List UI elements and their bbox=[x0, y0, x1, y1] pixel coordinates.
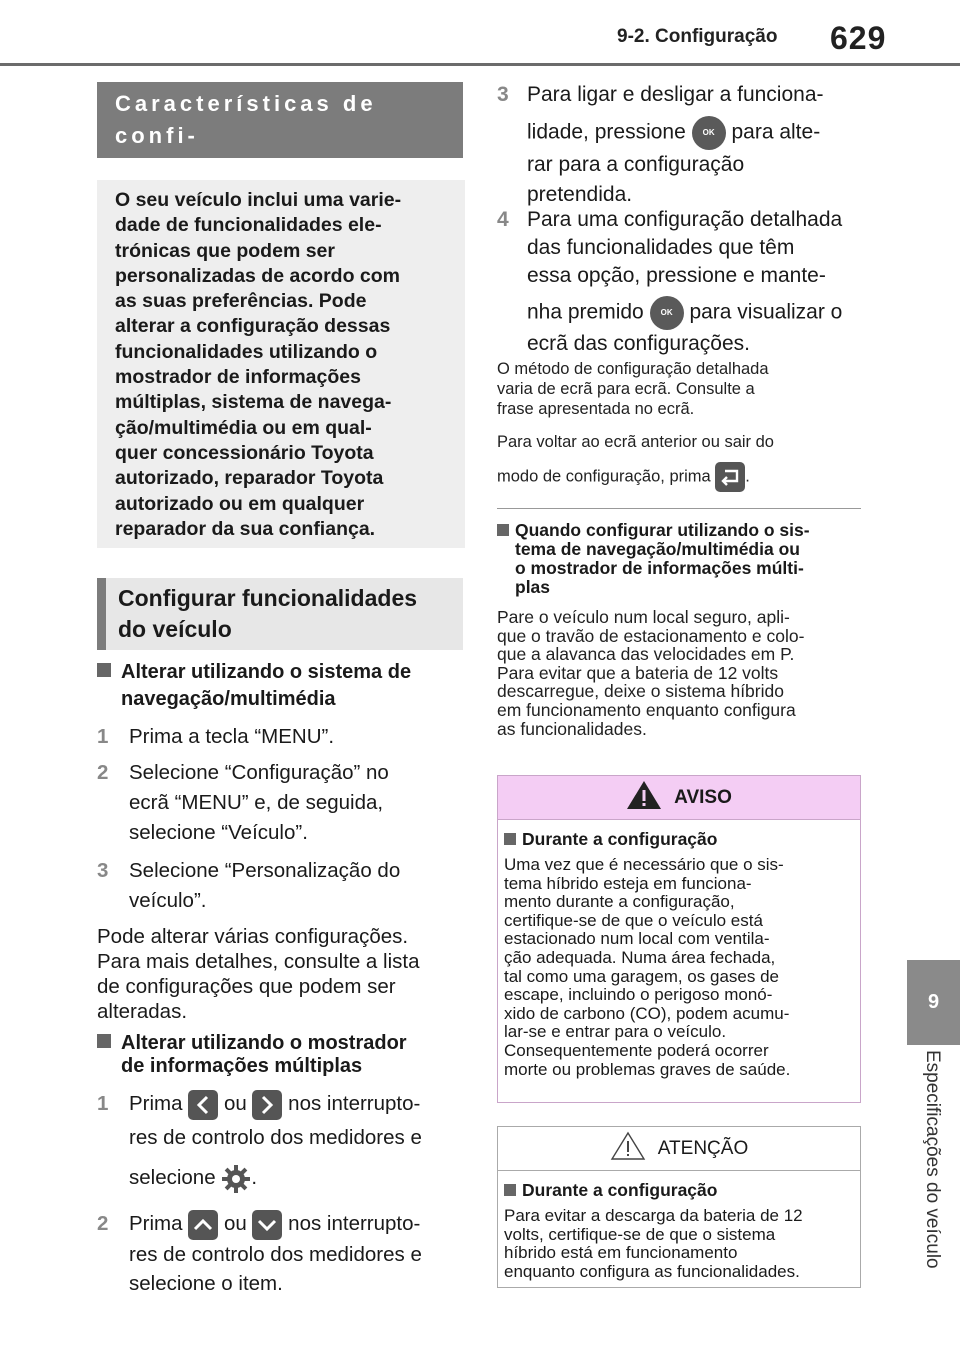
intro-line: as suas preferências. Pode bbox=[115, 290, 367, 313]
nav-note bbox=[97, 924, 467, 1024]
when-body bbox=[497, 608, 867, 738]
ok-label: OK bbox=[702, 128, 715, 137]
step-text: essa opção, pressione e mante- bbox=[527, 264, 826, 287]
step-text: Prima bbox=[129, 1212, 183, 1235]
when-subheading-line: tema de navegação/multimédia ou bbox=[515, 539, 800, 559]
body-line: Pare o veículo num local seguro, apli- bbox=[497, 607, 790, 627]
warning-subheading: Durante a configuração bbox=[522, 829, 718, 849]
step-text: ecrã das configurações. bbox=[527, 332, 750, 355]
back-note bbox=[497, 432, 867, 492]
step-text: selecione bbox=[129, 1166, 216, 1189]
step-text: res de controlo dos medidores e bbox=[129, 1126, 422, 1149]
step-text: nha premido bbox=[527, 300, 644, 324]
note-line: varia de ecrã para ecrã. Consulte a bbox=[497, 380, 755, 398]
config-heading-text: Configurar funcionalidades do veículo bbox=[118, 585, 418, 642]
body-line: enquanto configura as funcionalidades. bbox=[504, 1261, 800, 1281]
nav-subheading-line: Alterar utilizando o sistema de bbox=[121, 661, 412, 683]
header-rule bbox=[0, 63, 960, 66]
step-text: Selecione “Configuração” no bbox=[129, 761, 389, 784]
warning-triangle-icon bbox=[626, 780, 662, 816]
features-heading bbox=[97, 82, 463, 180]
chevron-down-icon bbox=[252, 1210, 282, 1240]
step-text: para visualizar o bbox=[689, 300, 843, 324]
square-bullet-icon bbox=[97, 1034, 111, 1048]
step-text: das funcionalidades que têm bbox=[527, 236, 795, 259]
step-number: 1 bbox=[97, 725, 109, 748]
when-subheading bbox=[497, 521, 810, 597]
note-line: frase apresentada no ecrã. bbox=[497, 400, 695, 418]
intro-line: personalizadas de acordo com bbox=[115, 264, 401, 287]
body-line: que o travão de estacionamento e colo- bbox=[497, 625, 805, 646]
step-text: Para uma configuração detalhada bbox=[527, 208, 843, 231]
chevron-right-icon bbox=[252, 1090, 282, 1120]
section-divider bbox=[497, 508, 861, 509]
step-text: veículo”. bbox=[129, 889, 207, 912]
caution-title: ATENÇÃO bbox=[657, 1137, 749, 1159]
when-subheading-line: o mostrador de informações múlti- bbox=[515, 558, 804, 578]
mid-subheading-line: Alterar utilizando o mostrador bbox=[121, 1032, 407, 1054]
step-text: res de controlo dos medidores e bbox=[129, 1242, 422, 1266]
step-text: nos interrupto- bbox=[288, 1092, 421, 1115]
step-text: Para ligar e desligar a funciona- bbox=[527, 83, 824, 106]
step-3 bbox=[497, 80, 824, 210]
note-line: de configurações que podem ser bbox=[97, 975, 396, 998]
intro-line: ção/multimédia ou em qual- bbox=[115, 416, 372, 439]
ok-label: OK bbox=[660, 308, 673, 317]
note-line: . bbox=[745, 467, 750, 486]
warning-body bbox=[498, 850, 860, 1079]
step-text: selecione o item. bbox=[129, 1271, 283, 1295]
body-line: híbrido está em funcionamento bbox=[504, 1243, 738, 1263]
step-text: rar para a configuração bbox=[527, 153, 745, 176]
body-line: estacionado num local com ventila- bbox=[504, 929, 770, 949]
step-number: 1 bbox=[97, 1092, 109, 1115]
note-line: Pode alterar várias configurações. bbox=[97, 925, 409, 948]
step-number: 2 bbox=[97, 1212, 109, 1235]
chapter-number: 9 bbox=[927, 991, 940, 1013]
ok-button-icon bbox=[692, 116, 726, 150]
body-line: Para evitar a descarga da bateria de 12 bbox=[504, 1206, 803, 1225]
intro-line: quer concessionário Toyota bbox=[115, 441, 374, 464]
body-line: xido de carbono (CO), podem acumu- bbox=[504, 1003, 790, 1023]
features-heading-text: Características de confi- guração bbox=[115, 91, 377, 180]
step-text: ecrã “MENU” e, de seguida, bbox=[129, 791, 384, 814]
step-number: 3 bbox=[97, 859, 109, 882]
nav-subheading bbox=[97, 659, 411, 713]
body-line: certifique-se de que o veículo está bbox=[504, 910, 763, 930]
body-line: ção adequada. Numa área fechada, bbox=[504, 947, 776, 967]
caution-triangle-icon bbox=[610, 1131, 646, 1167]
body-line: Consequentemente poderá ocorrer bbox=[504, 1040, 769, 1060]
mid-step-1 bbox=[97, 1088, 422, 1194]
nav-step-3 bbox=[97, 856, 400, 916]
step-text: para alte- bbox=[731, 120, 821, 144]
note-line: Para voltar ao ecrã anterior ou sair do bbox=[497, 433, 774, 451]
back-arrow-icon bbox=[715, 462, 745, 492]
intro-line: funcionalidades utilizando o bbox=[115, 340, 378, 363]
body-line: descarregue, deixe o sistema híbrido bbox=[497, 681, 784, 702]
intro-line: reparador da sua confiança. bbox=[115, 517, 376, 540]
body-line: as funcionalidades. bbox=[497, 718, 647, 739]
body-line: que a alavanca das velocidades em P. bbox=[497, 644, 795, 665]
body-line: Para evitar que a bateria de 12 volts bbox=[497, 662, 779, 683]
mid-subheading-line: de informações múltiplas bbox=[121, 1055, 363, 1077]
step-text: Selecione “Personalização do bbox=[129, 859, 401, 882]
chapter-label-container bbox=[912, 1050, 952, 1310]
mid-step-2 bbox=[97, 1209, 422, 1298]
square-bullet-icon bbox=[97, 663, 111, 677]
body-line: tema híbrido esteja em funciona- bbox=[504, 873, 752, 893]
intro-line: O seu veículo inclui uma varie- bbox=[115, 189, 402, 211]
warning-box bbox=[497, 775, 861, 1103]
intro-line: autorizado, reparador Toyota bbox=[115, 467, 384, 490]
chapter-tab bbox=[907, 960, 960, 1045]
nav-step-1 bbox=[97, 722, 334, 752]
step-number: 4 bbox=[497, 208, 509, 231]
body-line: em funcionamento enquanto configura bbox=[497, 699, 796, 720]
square-bullet-icon bbox=[504, 1184, 516, 1196]
mid-subheading bbox=[97, 1032, 407, 1078]
when-subheading-line: Quando configurar utilizando o sis- bbox=[515, 520, 810, 540]
body-line: escape, incluindo o perigoso monó- bbox=[504, 985, 773, 1005]
body-line: lar-se e entrar para o veículo. bbox=[504, 1022, 727, 1042]
step-text: nos interrupto- bbox=[288, 1212, 421, 1235]
warning-header bbox=[498, 776, 860, 820]
intro-line: trónicas que podem ser bbox=[115, 239, 335, 262]
note-line: modo de configuração, prima bbox=[497, 467, 711, 486]
config-heading bbox=[97, 578, 463, 650]
step-text: . bbox=[251, 1166, 258, 1189]
warning-title: AVISO bbox=[674, 786, 732, 808]
step-text: lidade, pressione bbox=[527, 120, 686, 144]
chapter-label: Especificações do veículo bbox=[922, 1050, 943, 1269]
note-line: alteradas. bbox=[97, 1000, 188, 1023]
intro-line: dade de funcionalidades ele- bbox=[115, 214, 382, 237]
body-line: morte ou problemas graves de saúde. bbox=[504, 1059, 791, 1079]
square-bullet-icon bbox=[497, 524, 509, 536]
caution-body bbox=[498, 1201, 860, 1281]
chevron-up-icon bbox=[188, 1210, 218, 1240]
note-line: O método de configuração detalhada bbox=[497, 360, 769, 378]
note-line: Para mais detalhes, consulte a lista bbox=[97, 950, 420, 973]
ok-button-icon bbox=[650, 296, 684, 330]
gear-icon bbox=[221, 1164, 251, 1194]
body-line: tal como uma garagem, os gases de bbox=[504, 966, 779, 986]
intro-box bbox=[97, 180, 465, 548]
when-subheading-line: plas bbox=[515, 577, 551, 597]
intro-line: múltiplas, sistema de navega- bbox=[115, 391, 392, 414]
intro-line: autorizado ou em qualquer bbox=[115, 492, 365, 515]
step-text: Prima a tecla “MENU”. bbox=[129, 725, 335, 748]
square-bullet-icon bbox=[504, 833, 516, 845]
body-line: Uma vez que é necessário que o sis- bbox=[504, 855, 784, 874]
nav-subheading-line: navegação/multimédia bbox=[121, 688, 336, 710]
step-text: pretendida. bbox=[527, 183, 633, 206]
step-text: ou bbox=[223, 1092, 247, 1115]
nav-step-2 bbox=[97, 758, 389, 848]
step-text: ou bbox=[223, 1212, 247, 1235]
step-number: 2 bbox=[97, 761, 109, 784]
detail-note bbox=[497, 359, 867, 419]
caution-box bbox=[497, 1126, 861, 1288]
step-text: Prima bbox=[129, 1092, 183, 1115]
caution-subheading: Durante a configuração bbox=[522, 1180, 718, 1200]
body-line: volts, certifique-se de que o sistema bbox=[504, 1224, 776, 1244]
step-number: 3 bbox=[497, 83, 509, 106]
page-number: 629 bbox=[830, 20, 887, 56]
step-text: selecione “Veículo”. bbox=[129, 821, 308, 844]
section-title: 9-2. Configuração bbox=[617, 26, 778, 47]
caution-header bbox=[498, 1127, 860, 1171]
intro-line: mostrador de informações bbox=[115, 366, 361, 389]
chevron-left-icon bbox=[188, 1090, 218, 1120]
body-line: mento durante a configuração, bbox=[504, 892, 735, 912]
step-4 bbox=[497, 206, 842, 358]
intro-line: alterar a configuração dessas bbox=[115, 315, 391, 338]
